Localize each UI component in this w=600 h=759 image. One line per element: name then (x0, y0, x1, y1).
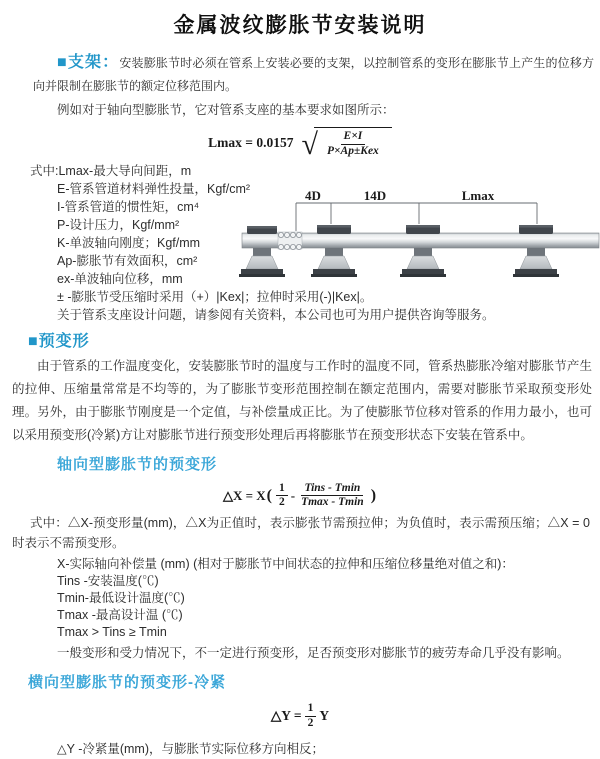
axial-note-line: 一般变形和受力情况下，不一定进行预变形，足否预变形对膨胀节的疲劳寿命几乎没有影响。 (57, 646, 570, 661)
formula-numerator: E×I (341, 130, 366, 145)
open-paren: ( (266, 486, 272, 504)
definition-item: I-管系管道的惯性矩，cm⁴ (57, 199, 200, 214)
predeform-section-heading: ■预变形 (28, 332, 90, 350)
formula-lhs: Lmax = 0.0157 (208, 134, 294, 150)
definition-item: Tmax > Tins ≥ Tmin (57, 625, 167, 640)
axial-predeform-formula (0, 482, 600, 511)
axial-where-paragraph: 式中：△X-预变形量(mm)，△X为正值时，表示膨张节需预拉伸；为负值时，表示需预压缩；△X = 0时表示不需预变形。 (12, 516, 590, 551)
definition-item: ex-单波轴向位移，mm (57, 271, 183, 286)
lateral-cold-tension-formula (0, 702, 600, 731)
plus-minus-note: ± -膨胀节受压缩时采用（+）|Kex|；拉伸时采用(-)|Kex|。 (57, 289, 373, 304)
definition-item: Tins -安装温度(℃) (57, 574, 159, 589)
formula-denominator: 2 (307, 716, 314, 729)
pipe-support (311, 225, 357, 277)
formula-denominator: P×Ap±Kex (326, 144, 379, 157)
axial-definitions-list (57, 556, 600, 641)
predeform-body-paragraph: 由于管系的工作温度变化，安装膨胀节时的温度与工作时的温度不同，管系热膨胀冷缩对膨胀节产生的拉伸、压缩量常常是不均等的，为了膨胀节变形范围控制在额定范围内，需要对膨胀节采取预变形处理。另外，由于膨胀节刚度是一个定值，与补偿量成正比。为了使膨胀节位移对管系的作用力最小，也可以采用预变形(冷紧)方让对膨胀节进行预变形处理后再将膨胀节在预变形状态下安装在管系中。 (12, 358, 592, 442)
definition-item: E-管系管道材料弹性投量，Kgf/cm² (57, 181, 251, 196)
support-example-line: 例如对于轴向型膨胀节，它对管系支座的基本要求如图所示： (57, 103, 395, 117)
dim-label-4d: 4D (305, 188, 321, 203)
formula-lhs: △X = X (222, 487, 266, 503)
definition-item: Ap-膨胀节有效面积，cm² (57, 253, 198, 268)
formula-denominator: 2 (278, 496, 285, 509)
definition-item: Tmax -最高设计温 (℃) (57, 608, 183, 623)
lateral-note-line: △Y -冷紧量(mm)，与膨胀节实际位移方向相反； (57, 741, 325, 756)
definition-item: P-设计压力，Kgf/mm² (57, 217, 180, 232)
dim-label-lmax: Lmax (461, 188, 495, 203)
radical-expression (301, 127, 392, 162)
axial-predeform-heading: 轴向型膨胀节的预变形 (57, 455, 218, 473)
definition-item: X-实际轴向补偿量 (mm) (相对于膨胀节中间状态的拉伸和压缩位移量绝对值之和)： (57, 557, 514, 572)
formula-fraction (324, 130, 382, 159)
temperature-fraction (298, 482, 367, 511)
definitions-intro: 式中:Lmax-最大导向间距，m (30, 163, 192, 178)
support-body-text: 安装膨胀节时必须在管系上安装必要的支架，以控制管系的变形在膨胀节上产生的位移方向并限制在膨胀节的额定位移范围内。 (33, 56, 594, 93)
page-title: 金属波纹膨胀节安装说明 (173, 14, 427, 37)
lateral-predeform-heading: 横向型膨胀节的预变形-冷紧 (28, 674, 226, 692)
half-fraction (276, 482, 288, 511)
formula-numerator: 1 (305, 702, 317, 717)
pipe-support-diagram (242, 190, 599, 292)
guide-spacing-formula (0, 127, 600, 162)
minus-sign: - (290, 487, 296, 503)
formula-rhs: Y (319, 708, 330, 724)
dim-label-14d: 14D (363, 188, 387, 203)
radical-body (314, 127, 392, 159)
half-fraction (305, 702, 317, 731)
pipe-support (513, 225, 559, 277)
bellows-icon (278, 232, 302, 250)
support-paragraph (33, 51, 594, 98)
formula-numerator: Tins - Tmin (301, 482, 363, 497)
definition-item: Tmin-最低设计温度(℃) (57, 591, 185, 606)
formula-denominator: Tmax - Tmin (301, 496, 364, 509)
support-section-heading: ■支架： (57, 54, 120, 71)
radical-sign: √ (301, 128, 318, 162)
service-note: 关于管系支座设计问题，请参阅有关资料，本公司也可为用户提供咨询等服务。 (57, 307, 495, 322)
pipe-support (400, 225, 446, 277)
close-paren: ) (370, 486, 377, 504)
formula-numerator: 1 (276, 482, 288, 497)
formula-lhs: △Y = (270, 708, 302, 724)
definition-item: K-单波轴向刚度；Kgf/mm (57, 235, 201, 250)
